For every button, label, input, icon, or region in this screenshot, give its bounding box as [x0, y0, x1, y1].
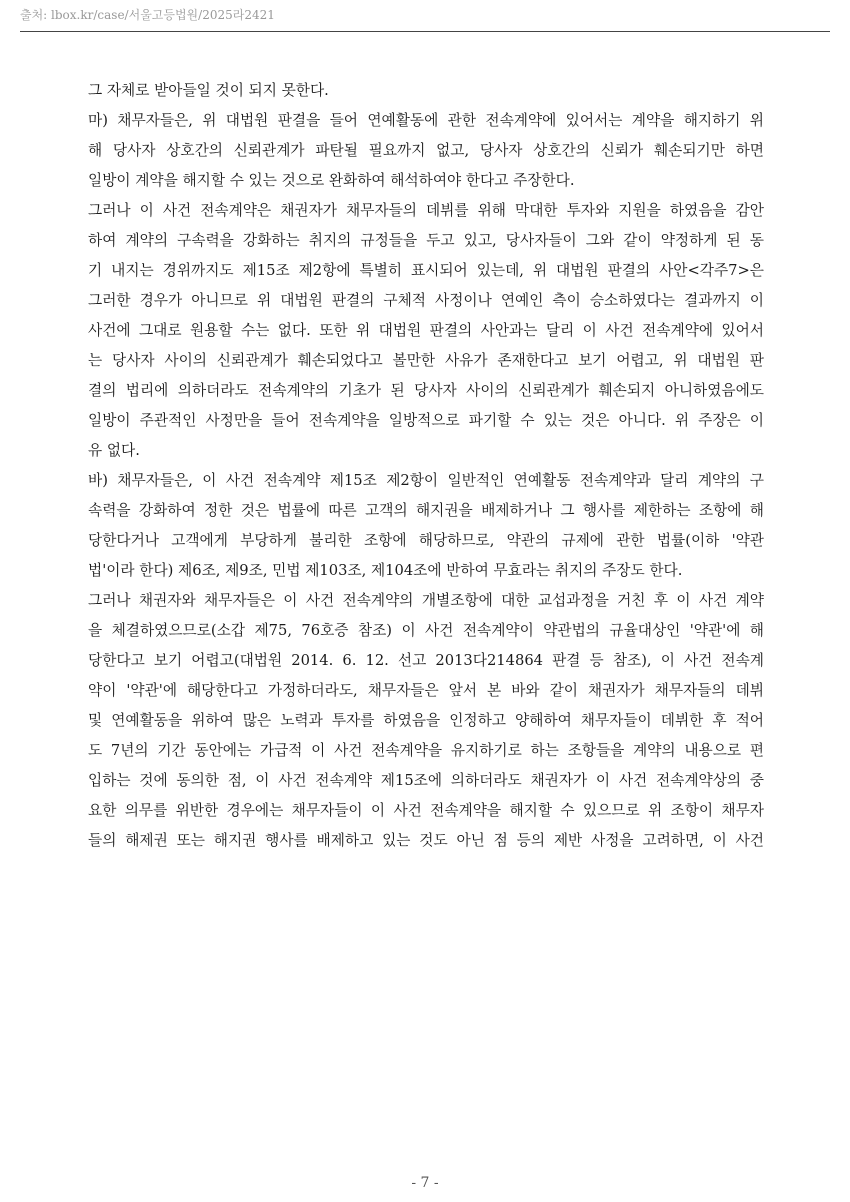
text-line: 는 당사자 사이의 신뢰관계가 훼손되었다고 볼만한 사유가 존재한다고 보기 어렵고, 위 대법원 판 [88, 352, 764, 369]
text-line: 일방이 계약을 해지할 수 있는 것으로 완화하여 해석하여야 한다고 주장한다. [88, 172, 575, 189]
text-line: 을 체결하였으므로(소갑 제75, 76호증 참조) 이 사건 전속계약이 약관법의 규율대상인 '약관'에 해 [88, 622, 764, 639]
text-line: 속력을 강화하여 정한 것은 법률에 따른 고객의 해지권을 배제하거나 그 행사를 제한하는 조항에 해 [88, 502, 764, 519]
text-line: 그 자체로 받아들일 것이 되지 못한다. [88, 82, 329, 99]
text-line: 법'이라 한다) 제6조, 제9조, 민법 제103조, 제104조에 반하여 무효라는 취지의 주장도 한다. [88, 562, 683, 579]
header-divider [20, 31, 830, 32]
source-header: 출처: lbox.kr/case/서울고등법원/2025라2421 [20, 8, 275, 22]
text-line: 들의 해제권 또는 해지권 행사를 배제하고 있는 것도 아닌 점 등의 제반 사정을 고려하면, 이 사건 [88, 832, 764, 849]
text-line: 그러나 이 사건 전속계약은 채권자가 채무자들의 데뷔를 위해 막대한 투자와 지원을 하였음을 감안 [88, 202, 764, 219]
text-line: 유 없다. [88, 442, 140, 459]
text-line: 약이 '약관'에 해당한다고 가정하더라도, 채무자들은 앞서 본 바와 같이 채권자가 채무자들의 데뷔 [88, 682, 764, 699]
text-line: 기 내지는 경위까지도 제15조 제2항에 특별히 표시되어 있는데, 위 대법원 판결의 사안<각주7>은 [88, 262, 764, 279]
text-line: 당한다고 보기 어렵고(대법원 2014. 6. 12. 선고 2013다214864 판결 등 참조), 이 사건 전속계 [88, 652, 764, 669]
text-line: 바) 채무자들은, 이 사건 전속계약 제15조 제2항이 일반적인 연예활동 전속계약과 달리 계약의 구 [88, 472, 764, 489]
document-body [88, 76, 764, 856]
text-line: 당한다거나 고객에게 부당하게 불리한 조항에 해당하므로, 약관의 규제에 관한 법률(이하 '약관 [88, 532, 764, 549]
text-line: 사건에 그대로 원용할 수는 없다. 또한 위 대법원 판결의 사안과는 달리 이 사건 전속계약에 있어서 [88, 322, 764, 339]
text-line: 그러한 경우가 아니므로 위 대법원 판결의 구체적 사정이나 연예인 측이 승소하였다는 결과까지 이 [88, 292, 764, 309]
text-line: 그러나 채권자와 채무자들은 이 사건 전속계약의 개별조항에 대한 교섭과정을 거친 후 이 사건 계약 [88, 592, 764, 609]
text-line: 입하는 것에 동의한 점, 이 사건 전속계약 제15조에 의하더라도 채권자가 이 사건 전속계약상의 중 [88, 772, 764, 789]
text-line: 일방이 주관적인 사정만을 들어 전속계약을 일방적으로 파기할 수 있는 것은 아니다. 위 주장은 이 [88, 412, 764, 429]
text-line: 요한 의무를 위반한 경우에는 채무자들이 이 사건 전속계약을 해지할 수 있으므로 위 조항이 채무자 [88, 802, 764, 819]
text-line: 및 연예활동을 위하여 많은 노력과 투자를 하였음을 인정하고 양해하여 채무자들이 데뷔한 후 적어 [88, 712, 764, 729]
text-line: 도 7년의 기간 동안에는 가급적 이 사건 전속계약을 유지하기로 하는 조항들을 계약의 내용으로 편 [88, 742, 764, 759]
text-line: 결의 법리에 의하더라도 전속계약의 기초가 된 당사자 사이의 신뢰관계가 훼손되지 아니하였음에도 [88, 382, 764, 399]
text-line: 해 당사자 상호간의 신뢰관계가 파탄될 필요까지 없고, 당사자 상호간의 신뢰가 훼손되기만 하면 [88, 142, 764, 159]
page-number: - 7 - [411, 1175, 439, 1191]
text-line: 하여 계약의 구속력을 강화하는 취지의 규정들을 두고 있고, 당사자들이 그와 같이 약정하게 된 동 [88, 232, 764, 249]
text-line: 마) 채무자들은, 위 대법원 판결을 들어 연예활동에 관한 전속계약에 있어서는 계약을 해지하기 위 [88, 112, 764, 129]
